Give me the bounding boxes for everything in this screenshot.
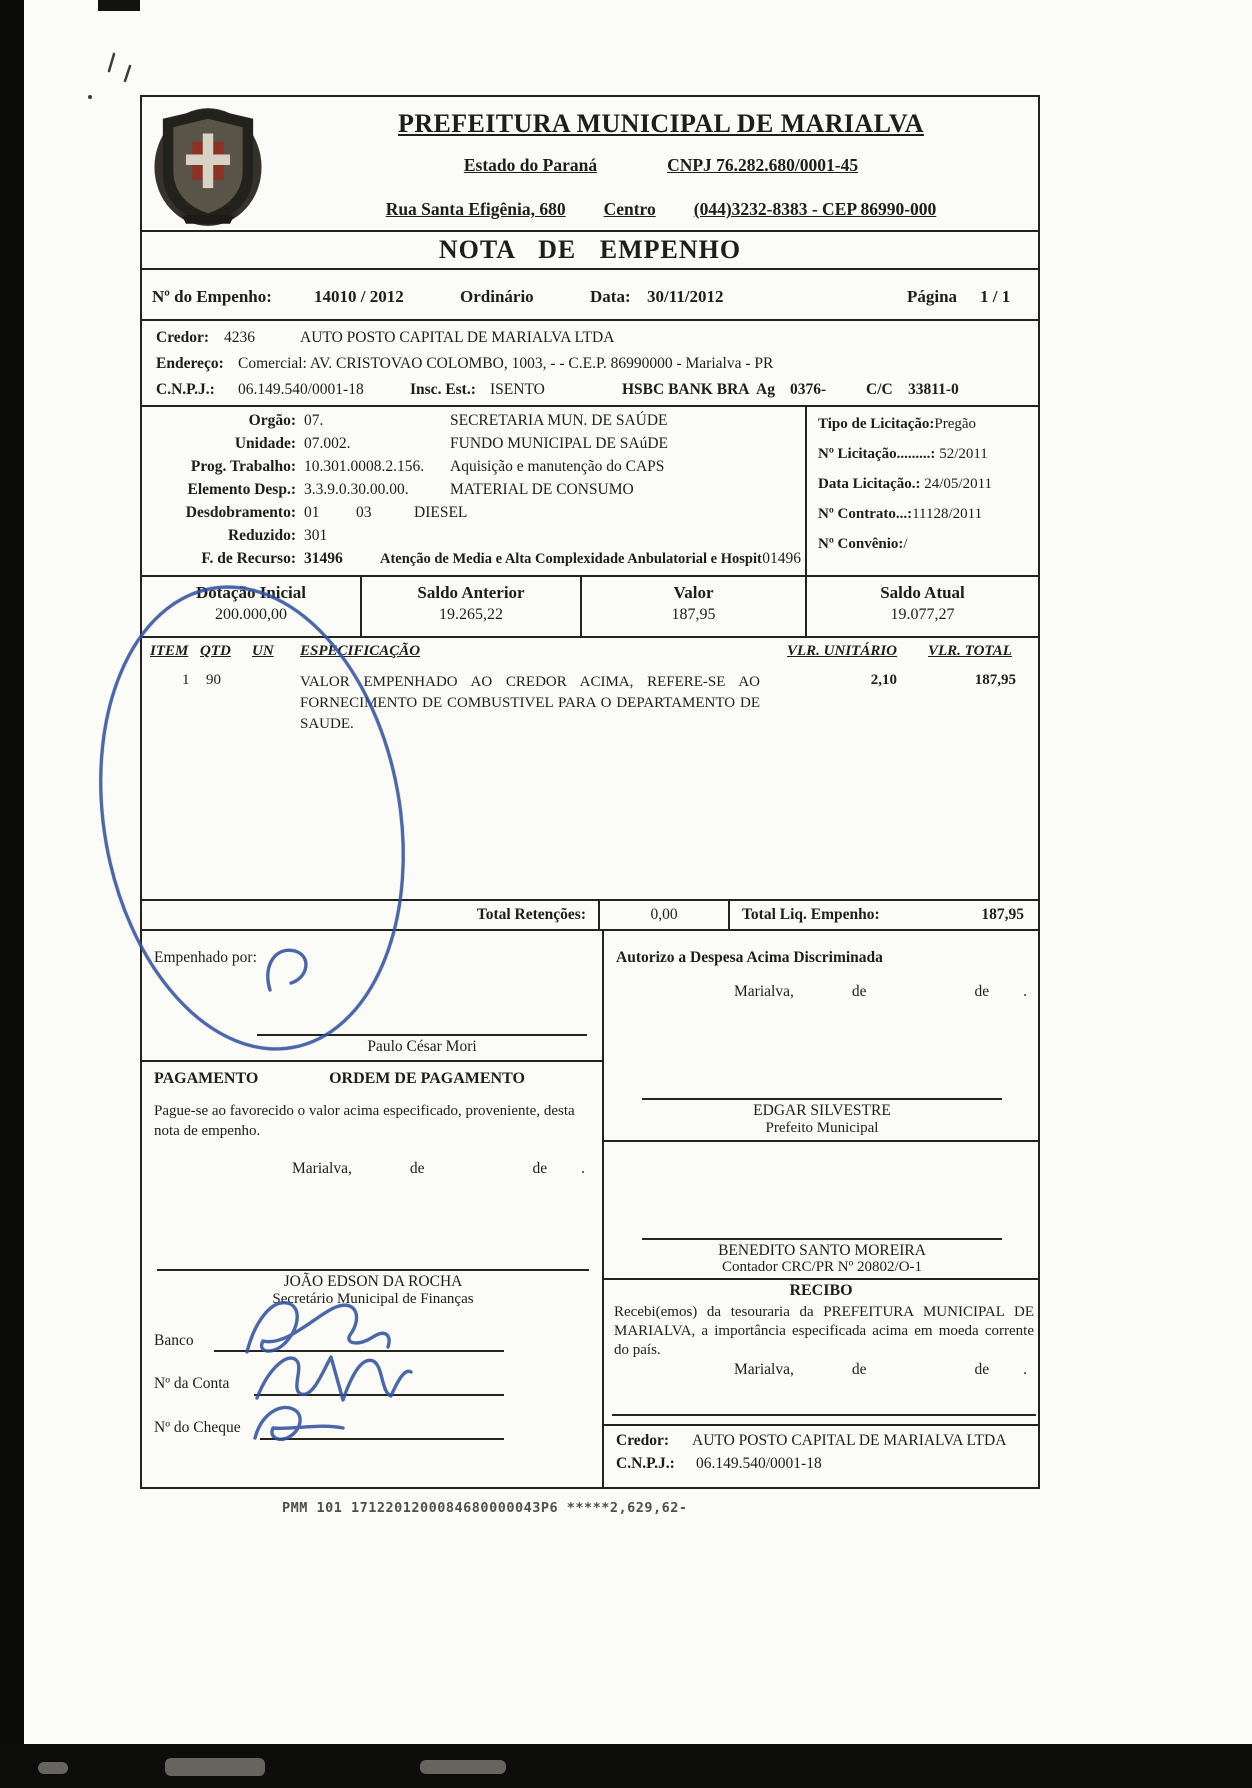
secretario-signature-line — [157, 1269, 589, 1271]
city-name: Marialva, — [734, 983, 794, 1000]
prog-trabalho-code: 10.301.0008.2.156. — [304, 458, 425, 475]
creditor-code: 4236 — [224, 329, 255, 346]
pagamento-date-line — [292, 1160, 585, 1178]
creditor-agency: 0376- — [790, 381, 827, 398]
recibo-credor-divider — [604, 1424, 1038, 1426]
org-cnpj: CNPJ 76.282.680/0001-45 — [667, 155, 859, 175]
org-district: Centro — [603, 199, 656, 219]
totals-row — [140, 899, 1040, 931]
fonte-recurso-desc: Atenção de Media e Alta Complexidade Anbulatorial e Hospit — [380, 551, 762, 567]
empenhado-por-label: Empenhado por: — [154, 949, 257, 966]
pen-tick-mark — [109, 54, 114, 71]
date-of-word: de — [974, 983, 990, 1000]
creditor-cnpj-label: C.N.P.J.: — [156, 381, 215, 398]
licitacao-tipo: Pregão — [934, 416, 977, 432]
period-mark: . — [1023, 983, 1027, 1000]
autorizo-date-line — [734, 983, 1027, 1001]
secretario-name: JOÃO EDSON DA ROCHA — [283, 1273, 463, 1290]
autorizo-title: Autorizo a Despesa Acima Discriminada — [616, 949, 883, 966]
prog-trabalho-row — [142, 458, 805, 481]
contador-title: Contador CRC/PR Nº 20802/O-1 — [721, 1259, 923, 1275]
fonte-recurso-code-2: 01496 — [762, 550, 801, 567]
scan-edge-left — [0, 0, 24, 1788]
dotacao-inicial-header: Dotação Inicial — [195, 583, 307, 602]
empenho-date-value: 30/11/2012 — [647, 287, 724, 306]
desdobramento-code: 01 — [304, 504, 320, 521]
unidade-desc: FUNDO MUNICIPAL DE SAúDE — [450, 435, 669, 452]
recibo-signature-line — [612, 1414, 1036, 1416]
convenio-valor: / — [903, 536, 908, 552]
licitacao-tipo-label: Tipo de Licitação: — [818, 416, 935, 432]
org-name: PREFEITURA MUNICIPAL DE MARIALVA — [398, 109, 924, 138]
pagamento-title: PAGAMENTO — [154, 1070, 259, 1087]
budget-classification — [142, 412, 805, 573]
pen-dot-mark — [88, 95, 92, 99]
autorizo-section-divider — [604, 1140, 1038, 1142]
empenho-number-row — [140, 268, 1040, 321]
prefeito-name: EDGAR SILVESTRE — [753, 1102, 891, 1119]
header-line-2 — [292, 155, 1030, 176]
saldo-atual-value: 19.077,27 — [890, 606, 955, 623]
saldo-anterior-header: Saldo Anterior — [417, 583, 525, 602]
licitacao-data-label: Data Licitação.: — [818, 476, 921, 492]
signatures-left-column — [142, 931, 602, 1487]
scan-blob — [38, 1762, 68, 1774]
org-phone-cep: (044)3232-8383 - CEP 86990-000 — [693, 199, 937, 219]
prog-trabalho-desc: Aquisição e manutenção do CAPS — [450, 458, 665, 475]
balances-table — [140, 575, 1040, 638]
secretario-title: Secretário Municipal de Finanças — [272, 1291, 474, 1307]
empenhado-signature-line — [257, 1034, 587, 1036]
item-quantity: 90 — [206, 672, 221, 688]
dotacao-inicial-value: 200.000,00 — [215, 606, 287, 623]
elemento-despesa-desc: MATERIAL DE CONSUMO — [450, 481, 634, 498]
convenio-label: Nº Convênio: — [818, 536, 904, 552]
page-label: Página — [907, 287, 958, 306]
header-line-3 — [292, 199, 1030, 220]
creditor-address-label: Endereço: — [156, 355, 224, 372]
recibo-title: RECIBO — [789, 1282, 853, 1299]
pagamento-section-divider — [142, 1060, 602, 1062]
date-of-word: de — [532, 1160, 548, 1177]
state-label: Estado do Paraná — [463, 155, 598, 175]
item-unit-price: 2,10 — [870, 672, 897, 688]
creditor-label: Credor: — [156, 329, 210, 346]
date-of-word: de — [409, 1160, 425, 1177]
licitacao-numero: 52/2011 — [939, 446, 988, 462]
valor-value: 187,95 — [671, 606, 716, 623]
empenho-type: Ordinário — [460, 287, 534, 306]
creditor-account: 33811-0 — [908, 381, 959, 398]
date-of-word: de — [974, 1361, 990, 1378]
scan-blob — [420, 1760, 506, 1774]
creditor-account-label: C/C — [866, 381, 893, 398]
recibo-date-line — [734, 1361, 1027, 1379]
cheque-label: Nº do Cheque — [154, 1419, 241, 1436]
coat-of-arms-logo — [150, 102, 266, 228]
city-name: Marialva, — [292, 1160, 352, 1177]
fonte-recurso-label: F. de Recurso: — [201, 550, 296, 567]
total-liquido-cell — [730, 901, 1038, 929]
creditor-address: Comercial: AV. CRISTOVAO COLOMBO, 1003, - - C.E.P. 86990000 - Marialva - PR — [238, 355, 774, 372]
convenio-row — [818, 536, 1034, 553]
item-description: VALOR EMPENHADO AO CREDOR ACIMA, REFERE-SE AO FORNECIMENTO DE COMBUSTIVEL PARA O DEPARTAMENTO DE SAUDE. — [300, 674, 760, 732]
empenhado-signatory-name: Paulo César Mori — [367, 1038, 477, 1055]
banco-fill-line — [214, 1350, 504, 1352]
creditor-state-reg: ISENTO — [490, 381, 545, 398]
total-liquido-value: 187,95 — [981, 906, 1024, 923]
total-liquido-label: Total Liq. Empenho: — [742, 906, 880, 923]
date-of-word: de — [851, 983, 867, 1000]
unidade-label: Unidade: — [234, 435, 296, 452]
ordem-pagamento-text: Pague-se ao favorecido o valor acima especificado, proveniente, desta nota de empenho. — [154, 1103, 575, 1139]
recibo-credor-name: AUTO POSTO CAPITAL DE MARIALVA LTDA — [692, 1432, 1007, 1449]
creditor-bank: HSBC BANK BRA — [622, 381, 750, 398]
recibo-cnpj-value: 06.149.540/0001-18 — [696, 1455, 822, 1472]
unidade-code: 07.002. — [304, 435, 351, 452]
elemento-despesa-row — [142, 481, 805, 504]
orgao-code: 07. — [304, 412, 324, 429]
ordem-pagamento-title: ORDEM DE PAGAMENTO — [329, 1070, 525, 1087]
empenho-number-value: 14010 / 2012 — [314, 287, 404, 306]
dotacao-inicial-cell — [142, 577, 362, 636]
saldo-atual-cell — [807, 577, 1038, 636]
licitacao-numero-row — [818, 446, 1034, 463]
desdobramento-label: Desdobramento: — [185, 504, 296, 521]
licitacao-tipo-row — [818, 416, 1034, 433]
elemento-despesa-label: Elemento Desp.: — [187, 481, 296, 498]
recibo-section-divider — [604, 1278, 1038, 1280]
reduzido-row — [142, 527, 805, 550]
recibo-text: Recebi(emos) da tesouraria da PREFEITURA MUNICIPAL DE MARIALVA, a importância especificada acima em moeda corrente do país. — [614, 1304, 1034, 1358]
prefeito-title: Prefeito Municipal — [765, 1120, 879, 1136]
recibo-credor-label: Credor: — [616, 1432, 670, 1449]
saldo-anterior-value: 19.265,22 — [439, 606, 503, 623]
contrato-row — [818, 506, 1034, 523]
pen-tick-mark — [125, 66, 130, 81]
valor-cell — [582, 577, 807, 636]
total-retencoes-label: Total Retenções: — [142, 901, 600, 929]
creditor-state-reg-label: Insc. Est.: — [410, 381, 476, 398]
orgao-label: Orgão: — [248, 412, 296, 429]
scan-edge-bottom — [0, 1744, 1252, 1788]
empenho-date-label: Data: — [590, 287, 631, 306]
fonte-recurso-code: 31496 — [304, 550, 343, 567]
empenho-number-label: Nº do Empenho: — [152, 287, 272, 306]
nota-empenho-form — [140, 95, 1040, 1489]
licitacao-data: 24/05/2011 — [924, 476, 993, 492]
period-mark: . — [1023, 1361, 1027, 1378]
col-header-un: UN — [252, 643, 274, 659]
col-header-vlr-unitario: VLR. UNITÁRIO — [787, 643, 898, 659]
prefeito-signature-line — [642, 1098, 1002, 1100]
signatures-section — [140, 929, 1040, 1489]
conta-fill-line — [254, 1394, 504, 1396]
unidade-row — [142, 435, 805, 458]
signatures-right-column — [604, 931, 1038, 1487]
desdobramento-desc: DIESEL — [414, 504, 468, 521]
dot-matrix-footer-code: PMM 101 1712201200084680000043P6 *****2,629,62- — [282, 1500, 688, 1516]
items-table — [140, 636, 1040, 901]
conta-label: Nº da Conta — [154, 1375, 230, 1392]
contador-signature-line — [642, 1238, 1002, 1240]
recibo-cnpj-label: C.N.P.J.: — [616, 1455, 675, 1472]
orgao-desc: SECRETARIA MUN. DE SAÚDE — [450, 412, 668, 429]
item-total-price: 187,95 — [974, 672, 1016, 688]
fonte-recurso-row — [142, 550, 805, 573]
bidding-info-column — [818, 416, 1034, 553]
col-header-especificacao: ESPECIFICAÇÃO — [300, 643, 421, 659]
desdobramento-code-2: 03 — [356, 504, 372, 521]
desdobramento-row — [142, 504, 805, 527]
classification-divider — [805, 407, 807, 575]
valor-header: Valor — [673, 583, 714, 602]
orgao-row — [142, 412, 805, 435]
creditor-section — [140, 319, 1040, 407]
cheque-fill-line — [260, 1438, 504, 1440]
creditor-cnpj: 06.149.540/0001-18 — [238, 381, 364, 398]
creditor-name: AUTO POSTO CAPITAL DE MARIALVA LTDA — [300, 329, 615, 346]
elemento-despesa-code: 3.3.9.0.30.00.00. — [304, 481, 409, 498]
reduzido-label: Reduzido: — [227, 527, 296, 544]
document-header — [140, 95, 1040, 232]
date-of-word: de — [851, 1361, 867, 1378]
banco-label: Banco — [154, 1332, 194, 1349]
org-address: Rua Santa Efigênia, 680 — [385, 199, 566, 219]
period-mark: . — [581, 1160, 585, 1177]
scan-mark-top — [98, 0, 140, 11]
page-value: 1 / 1 — [980, 287, 1011, 306]
document-title: NOTA DE EMPENHO — [438, 235, 742, 264]
col-header-qtd: QTD — [200, 643, 231, 659]
col-header-item: ITEM — [150, 643, 189, 659]
item-number: 1 — [182, 672, 190, 688]
document-title-band — [140, 230, 1040, 270]
saldo-atual-header: Saldo Atual — [880, 583, 965, 602]
budget-classification-section — [140, 405, 1040, 577]
licitacao-data-row — [818, 476, 1034, 493]
contrato-label: Nº Contrato...: — [818, 506, 913, 522]
total-retencoes-value: 0,00 — [600, 901, 730, 929]
col-header-vlr-total: VLR. TOTAL — [928, 643, 1012, 659]
contrato-numero: 11128/2011 — [912, 506, 983, 522]
licitacao-numero-label: Nº Licitação.........: — [818, 446, 936, 462]
city-name: Marialva, — [734, 1361, 794, 1378]
contador-name: BENEDITO SANTO MOREIRA — [718, 1242, 926, 1259]
reduzido-code: 301 — [304, 527, 328, 544]
creditor-agency-label: Ag — [756, 381, 775, 398]
prog-trabalho-label: Prog. Trabalho: — [190, 458, 296, 475]
saldo-anterior-cell — [362, 577, 582, 636]
scan-blob — [165, 1758, 265, 1776]
